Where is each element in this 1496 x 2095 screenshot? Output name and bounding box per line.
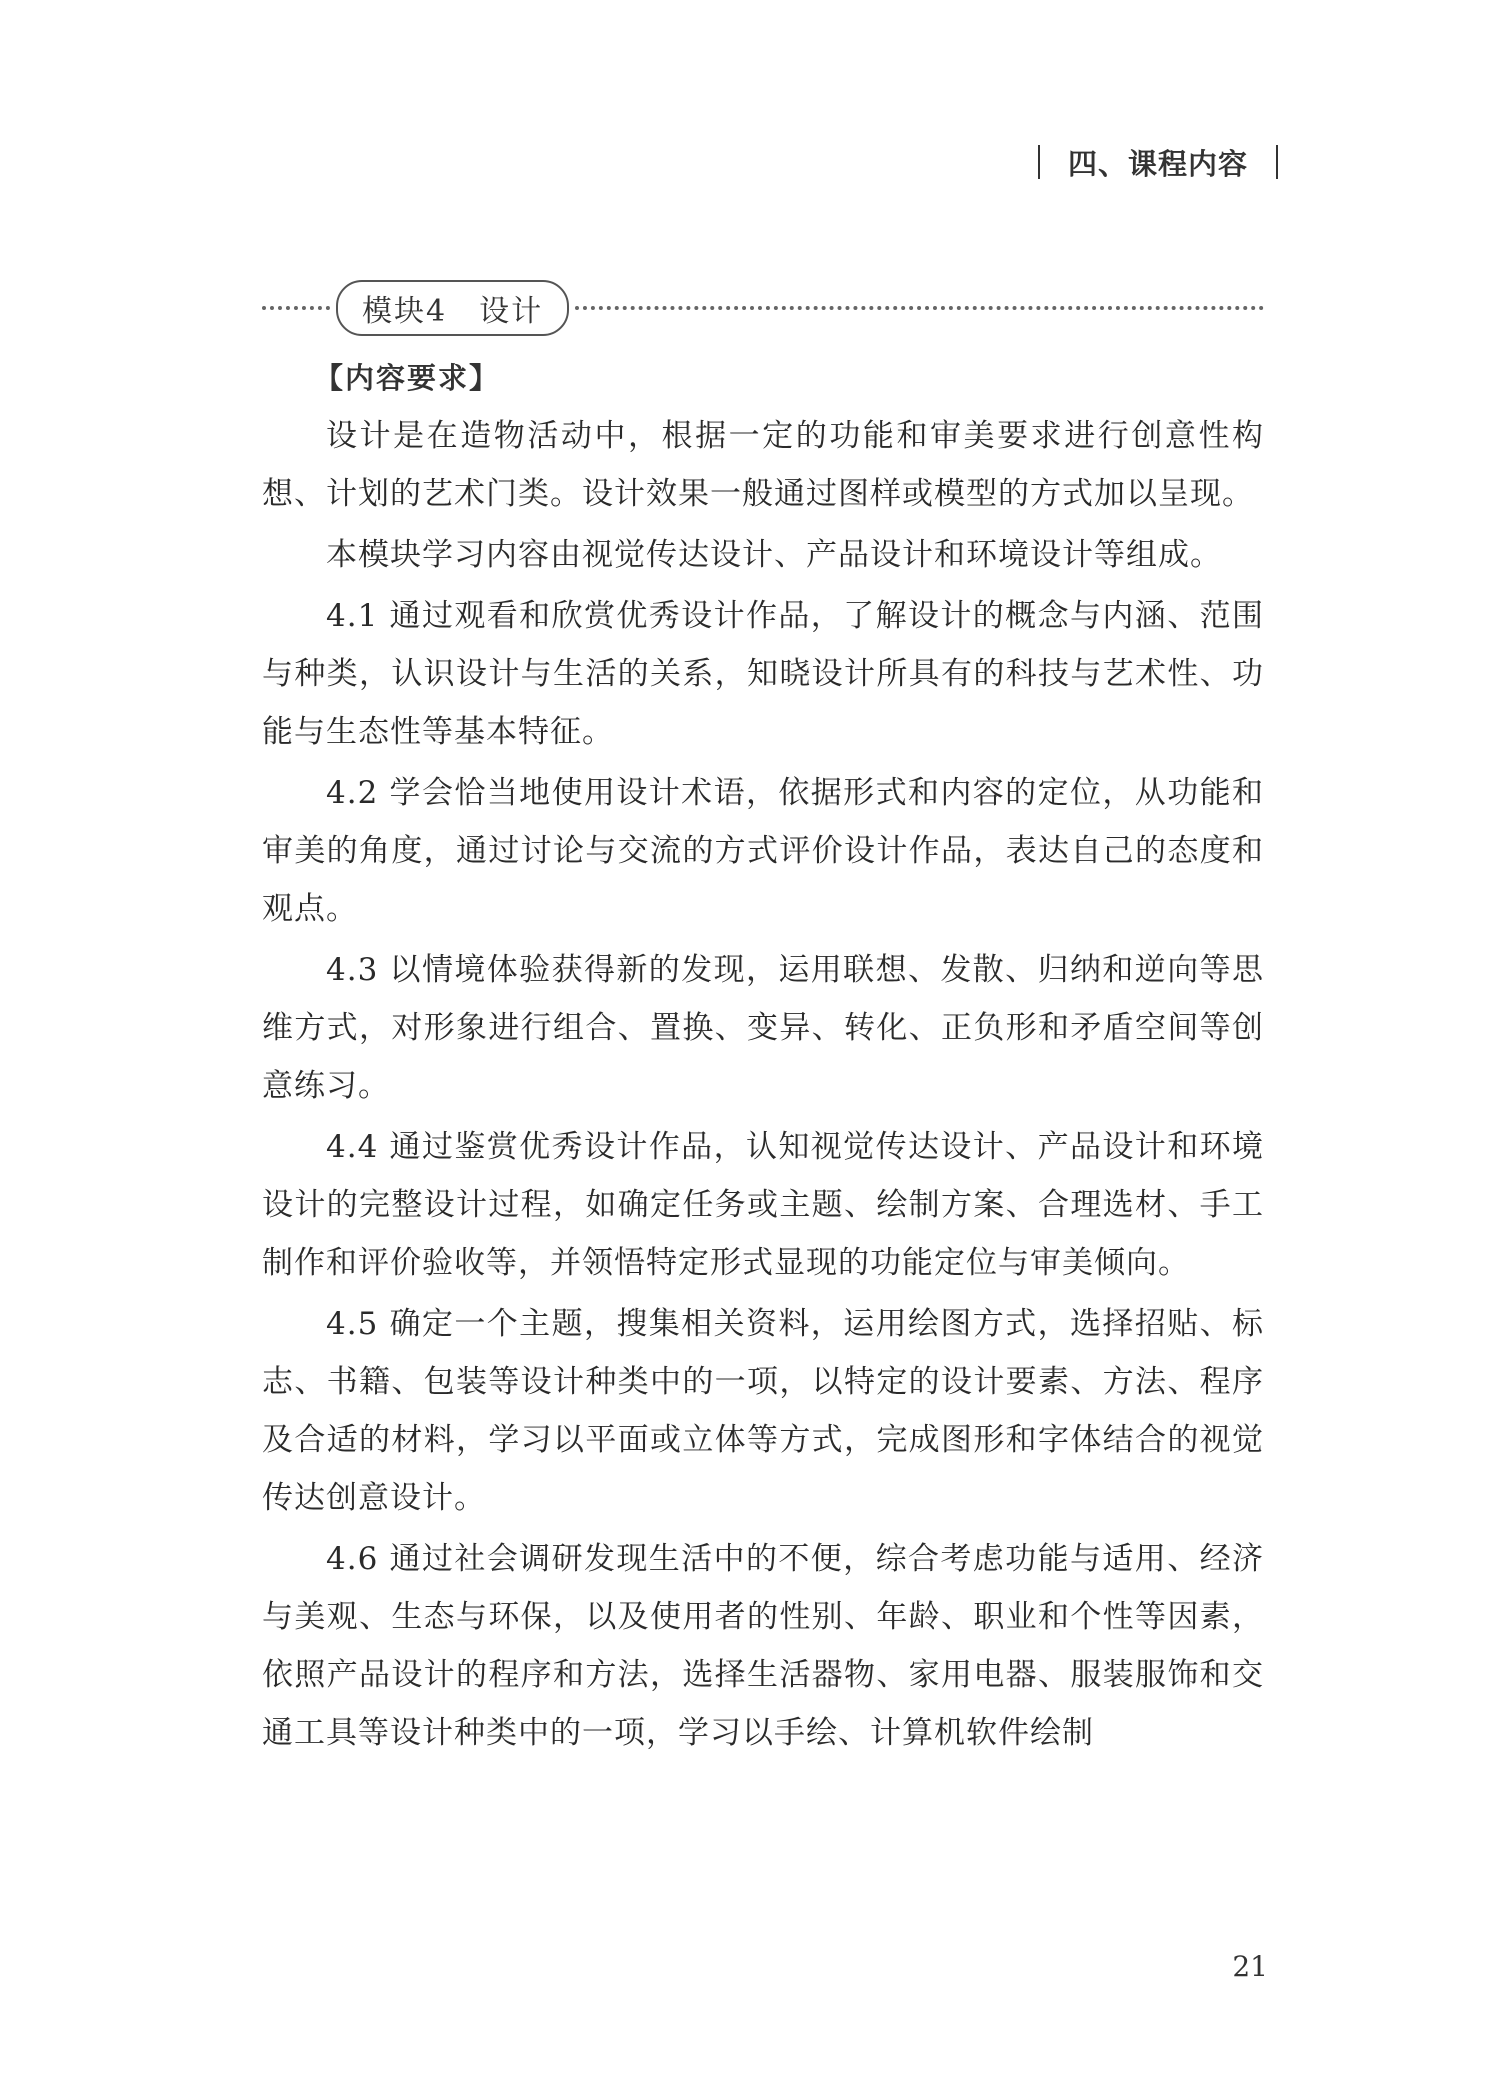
paragraph-4-6: 4.6 通过社会调研发现生活中的不便，综合考虑功能与适用、经济与美观、生态与环保，以及使用者的性别、年龄、职业和个性等因素，依照产品设计的程序和方法，选择生活器物、家用电器、服装服饰和交通工具等设计种类中的一项，学习以手绘、计算机软件绘制 — [262, 1541, 1264, 1751]
header-right-rule — [1276, 145, 1278, 179]
paragraph-4-5: 4.5 确定一个主题，搜集相关资料，运用绘图方式，选择招贴、标志、书籍、包装等设计种类中的一项，以特定的设计要素、方法、程序及合适的材料，学习以平面或立体等方式，完成图形和字体结合的视觉传达创意设计。 — [262, 1306, 1264, 1516]
paragraph-4-3: 4.3 以情境体验获得新的发现，运用联想、发散、归纳和逆向等思维方式，对形象进行组合、置换、变异、转化、正负形和矛盾空间等创意练习。 — [262, 952, 1264, 1104]
section-heading: 【内容要求】 — [314, 361, 501, 395]
paragraph-composition: 本模块学习内容由视觉传达设计、产品设计和环境设计等组成。 — [326, 537, 1222, 573]
dotted-leader-left — [262, 306, 330, 310]
running-title: 四、课程内容 — [1067, 146, 1248, 181]
paragraph-4-1: 4.1 通过观看和欣赏优秀设计作品，了解设计的概念与内涵、范围与种类，认识设计与生活的关系，知晓设计所具有的科技与艺术性、功能与生态性等基本特征。 — [262, 598, 1264, 750]
module-title: 模块4 设计 — [336, 280, 569, 336]
module-banner — [262, 282, 1264, 334]
body-content — [262, 350, 1264, 1765]
dotted-leader-right — [575, 306, 1264, 310]
paragraph-4-2: 4.2 学会恰当地使用设计术语，依据形式和内容的定位，从功能和审美的角度，通过讨论与交流的方式评价设计作品，表达自己的态度和观点。 — [262, 775, 1264, 927]
page-number: 21 — [1232, 1950, 1268, 1983]
running-header — [1038, 140, 1278, 184]
paragraph-4-4: 4.4 通过鉴赏优秀设计作品，认知视觉传达设计、产品设计和环境设计的完整设计过程，如确定任务或主题、绘制方案、合理选材、手工制作和评价验收等，并领悟特定形式显现的功能定位与审美倾向。 — [262, 1129, 1264, 1281]
paragraph-intro: 设计是在造物活动中，根据一定的功能和审美要求进行创意性构想、计划的艺术门类。设计效果一般通过图样或模型的方式加以呈现。 — [262, 418, 1264, 512]
